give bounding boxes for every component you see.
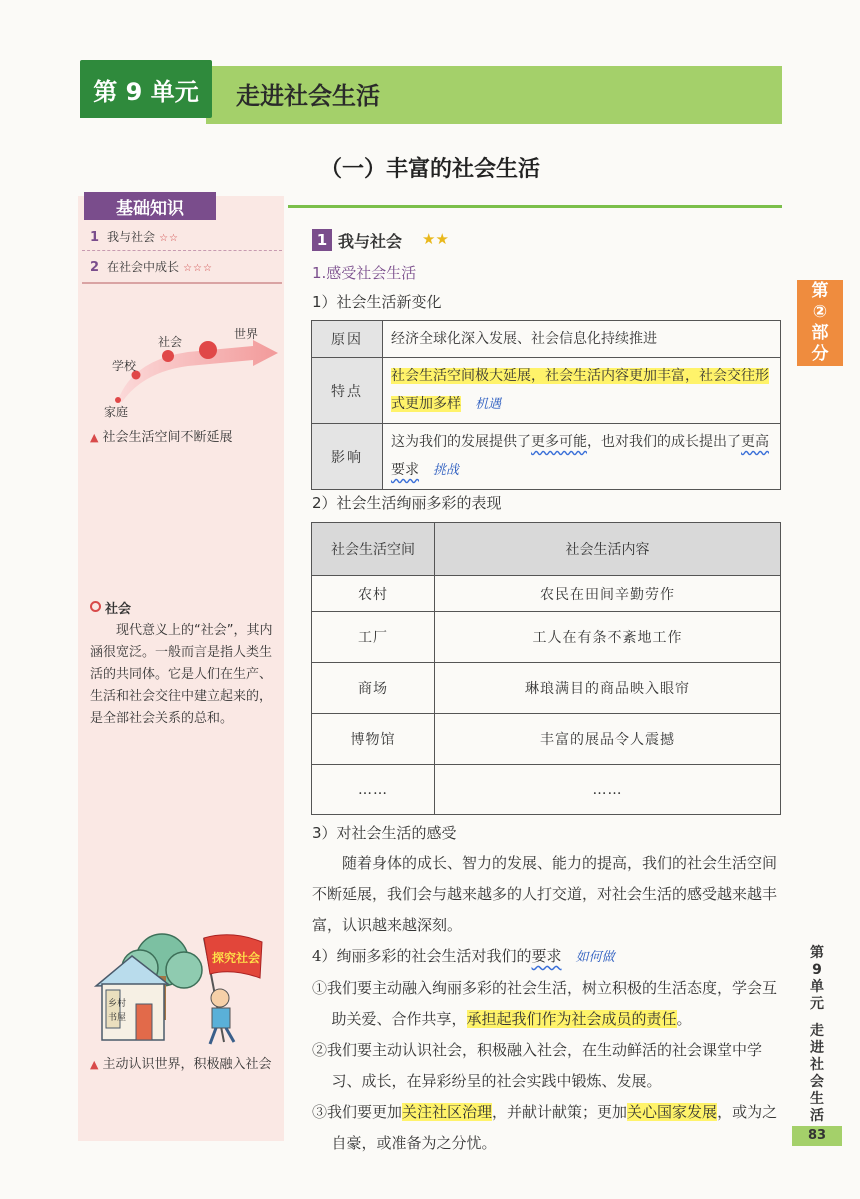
triangle-icon: ▲ (90, 431, 99, 444)
toc-label: 在社会中成长 (107, 260, 180, 274)
main-text (312, 848, 782, 1159)
illustration-boy-flag (92, 922, 276, 1048)
table-row: 商场 琳琅满目的商品映入眼帘 (312, 663, 781, 714)
table-label: 特点 (312, 358, 383, 424)
unit-title: 走进社会生活 (236, 82, 380, 110)
table-row (312, 358, 781, 424)
star-icon: ☆☆ (159, 233, 179, 244)
list-item: ③我们要更加关注社区治理，并献计献策；更加关心国家发展，或为之自豪，或准备为之分忧。 (312, 1103, 778, 1152)
wavy-underline-text: 更高要求 (391, 434, 769, 478)
toc-item-2 (90, 258, 213, 275)
handwritten-note: 如何做 (575, 950, 615, 965)
table-label: 原因 (312, 321, 383, 358)
toc-num: 1 (90, 230, 100, 245)
social-note-title: 社会 (90, 598, 131, 617)
highlight-text: 关心国家发展 (627, 1103, 718, 1121)
part-tab: 第 ② 部 分 (797, 280, 843, 366)
table-row (312, 321, 781, 358)
toc-item-1 (90, 228, 179, 245)
subheading-1-3: 3）对社会生活的感受 (312, 824, 457, 842)
dot-world (199, 341, 217, 359)
star-icon: ★★ (422, 230, 449, 248)
boy-icon (211, 989, 229, 1007)
table-row: …… …… (312, 765, 781, 815)
table-row (312, 424, 781, 490)
svg-text:探究社会: 探究社会 (212, 951, 261, 965)
toc-divider (82, 282, 282, 284)
social-note-body: 现代意义上的“社会”，其内涵很宽泛。一般而言是指人类生活的共同体。它是人们在生产、生活和社会交往中建立起来的，是全部社会关系的总和。 (90, 623, 273, 726)
heading-number: 1 (312, 229, 332, 251)
table-value (383, 358, 781, 424)
svg-text:乡村: 乡村 (108, 999, 127, 1009)
list-item: ②我们要主动认识社会，积极融入社会，在生动鲜活的社会课堂中学习、成长，在异彩纷呈的社会实践中锻炼、发展。 (312, 1041, 763, 1090)
triangle-icon: ▲ (90, 1058, 99, 1071)
subheading-1-2: 2）社会生活绚丽多彩的表现 (312, 494, 502, 512)
subheading-1: 1.感受社会生活 (312, 264, 417, 282)
handwritten-note: 机遇 (475, 397, 502, 412)
list-item: ①我们要主动融入绚丽多彩的社会生活，树立积极的生活态度，学会互助关爱、合作共享，承担起我们作为社会成员的责任。 (312, 979, 778, 1028)
highlight-text: 关注社区治理 (402, 1103, 493, 1121)
table-row: 工厂 工人在有条不紊地工作 (312, 612, 781, 663)
change-table (311, 320, 781, 490)
handwritten-note: 挑战 (433, 463, 460, 478)
subheading-1-1: 1）社会生活新变化 (312, 293, 442, 311)
expanding-space-diagram (88, 320, 278, 420)
paragraph: 随着身体的成长、智力的发展、能力的提高，我们的社会生活空间不断延展，我们会与越来越多的人打交道，对社会生活的感受越来越丰富，认识越来越深刻。 (312, 854, 778, 934)
dot-society (162, 350, 174, 362)
table-value: 这为我们的发展提供了更多可能，也对我们的成长提出了更高要求 挑战 (383, 424, 781, 490)
column-header: 社会生活内容 (435, 523, 781, 576)
table-header-row (312, 523, 781, 576)
arrow-icon (118, 340, 278, 402)
section-title: （一）丰富的社会生活 (319, 157, 540, 182)
label-society: 社会 (158, 335, 183, 349)
wavy-underline-text: 更多可能 (531, 434, 587, 450)
highlight-text: 社会生活空间极大延展，社会生活内容更加丰富，社会交往形式更加多样 (391, 368, 769, 412)
circle-icon (90, 601, 101, 612)
wavy-underline-text: 要求 (531, 947, 562, 965)
diagram-caption: ▲ 社会生活空间不断延展 (90, 430, 233, 445)
divider-line (288, 205, 782, 208)
toc-num: 2 (90, 260, 100, 275)
basic-knowledge-label: 基础知识 (84, 192, 216, 220)
column-header: 社会生活空间 (312, 523, 435, 576)
illustration-caption: ▲ 主动认识世界，积极融入社会 (90, 1057, 272, 1072)
highlight-text: 承担起我们作为社会成员的责任 (466, 1010, 677, 1028)
toc-divider (82, 250, 282, 251)
label-world: 世界 (234, 327, 259, 341)
unit-badge: 第 9 单元 (80, 60, 212, 118)
dot-family (115, 397, 121, 403)
star-icon: ☆☆☆ (183, 263, 213, 274)
unit-vertical-label: 第 9 单 元 走 进 社 会 生 活 (810, 945, 824, 1124)
svg-text:书屋: 书屋 (108, 1013, 127, 1023)
heading-title: 我与社会 (338, 232, 403, 251)
label-school: 学校 (112, 359, 137, 373)
table-label: 影响 (312, 424, 383, 490)
page-number: 83 (792, 1126, 842, 1146)
toc-label: 我与社会 (107, 230, 156, 244)
table-row: 农村 农民在田间辛勤劳作 (312, 576, 781, 612)
colorful-life-table (311, 522, 781, 815)
label-family: 家庭 (104, 405, 129, 419)
subheading-1-4: 4）绚丽多彩的社会生活对我们的要求 如何做 (312, 947, 615, 965)
table-value: 经济全球化深入发展、社会信息化持续推进 (383, 321, 781, 358)
table-row: 博物馆 丰富的展品令人震撼 (312, 714, 781, 765)
